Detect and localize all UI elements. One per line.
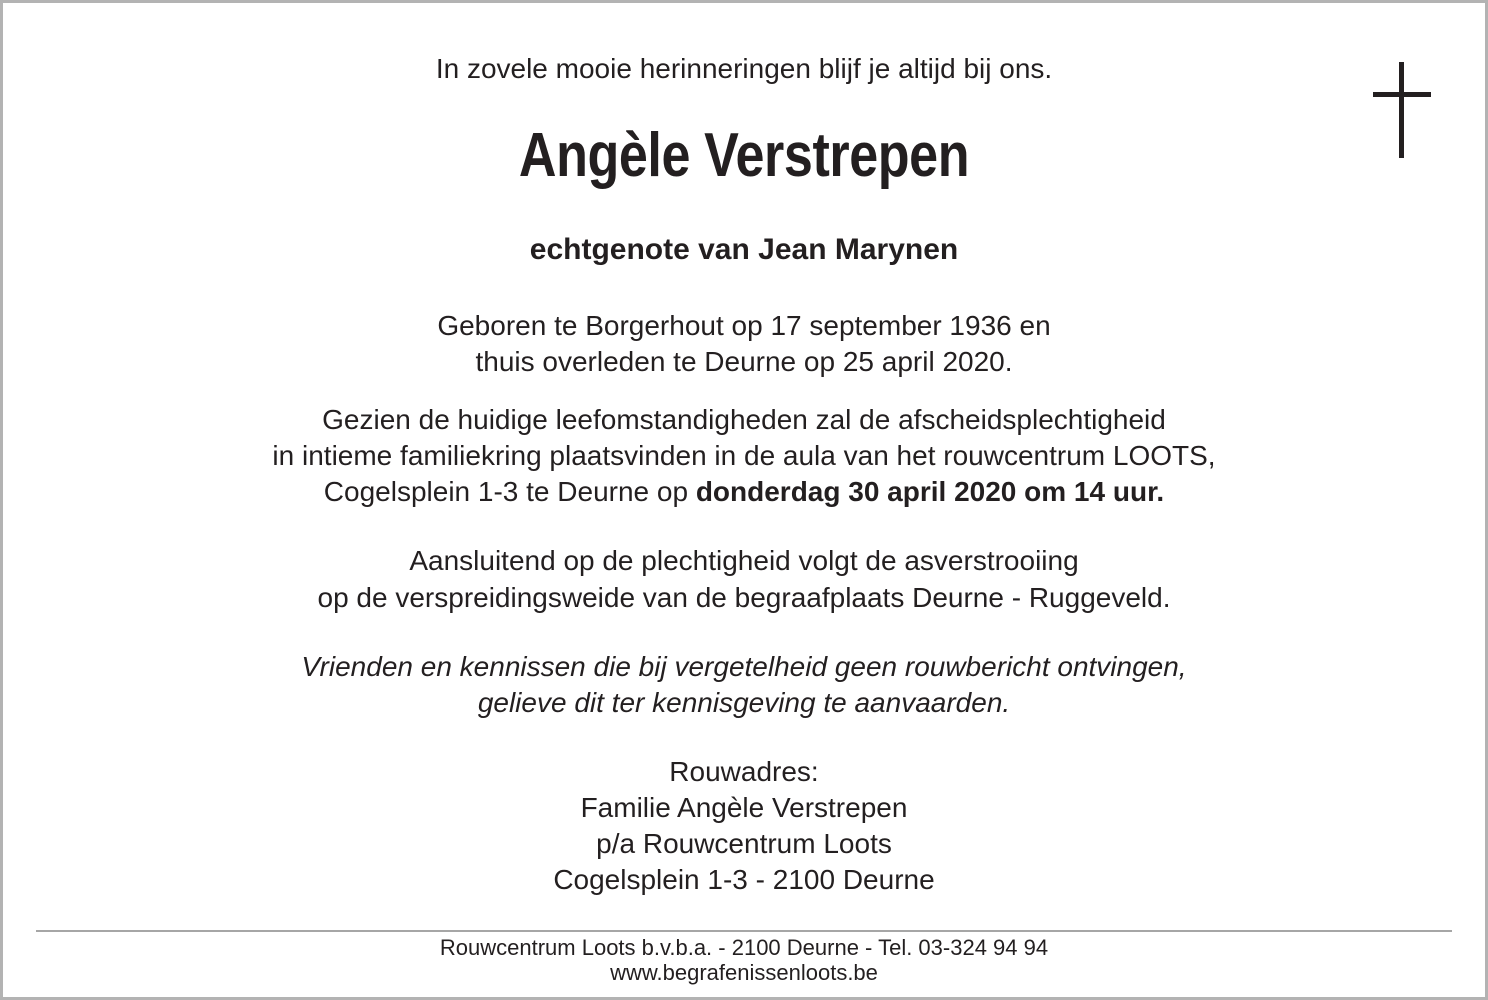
footer-divider — [36, 930, 1452, 932]
scattering-line-1: Aansluitend op de plechtigheid volgt de asverstrooiing — [409, 545, 1079, 576]
ceremony-line-2: in intieme familiekring plaatsvinden in de aula van het rouwcentrum LOOTS, — [272, 440, 1216, 471]
ceremony-line-3 — [0, 474, 1488, 510]
intro-quote: In zovele mooie herinneringen blijf je altijd bij ons. — [435, 53, 1053, 84]
deceased-name: Angèle Verstrepen — [518, 121, 970, 190]
ceremony-line-1: Gezien de huidige leefomstandigheden zal de afscheidsplechtigheid — [322, 404, 1166, 435]
ceremony-datetime: donderdag 30 april 2020 om 14 uur. — [695, 476, 1165, 507]
birth-line: Geboren te Borgerhout op 17 september 1936 en — [437, 310, 1051, 341]
ceremony-location: Cogelsplein 1-3 te Deurne op — [323, 476, 696, 507]
address-line-street: Cogelsplein 1-3 - 2100 Deurne — [553, 864, 935, 895]
notice-line-1: Vrienden en kennissen die bij vergetelheid geen rouwbericht ontvingen, — [301, 651, 1187, 682]
spouse-line: echtgenote van Jean Marynen — [529, 233, 959, 266]
address-label: Rouwadres: — [669, 756, 819, 787]
footer-website[interactable]: www.begrafenissenloots.be — [610, 960, 878, 985]
address-line-family: Familie Angèle Verstrepen — [580, 792, 908, 823]
address-line-care-of: p/a Rouwcentrum Loots — [596, 828, 892, 859]
death-line: thuis overleden te Deurne op 25 april 2020. — [475, 346, 1013, 377]
notice-line-2: gelieve dit ter kennisgeving te aanvaarden. — [477, 687, 1011, 718]
footer-company: Rouwcentrum Loots b.v.b.a. - 2100 Deurne - Tel. 03-324 94 94 — [439, 935, 1049, 960]
scattering-line-2: op de verspreidingsweide van de begraafplaats Deurne - Ruggeveld. — [317, 582, 1171, 613]
